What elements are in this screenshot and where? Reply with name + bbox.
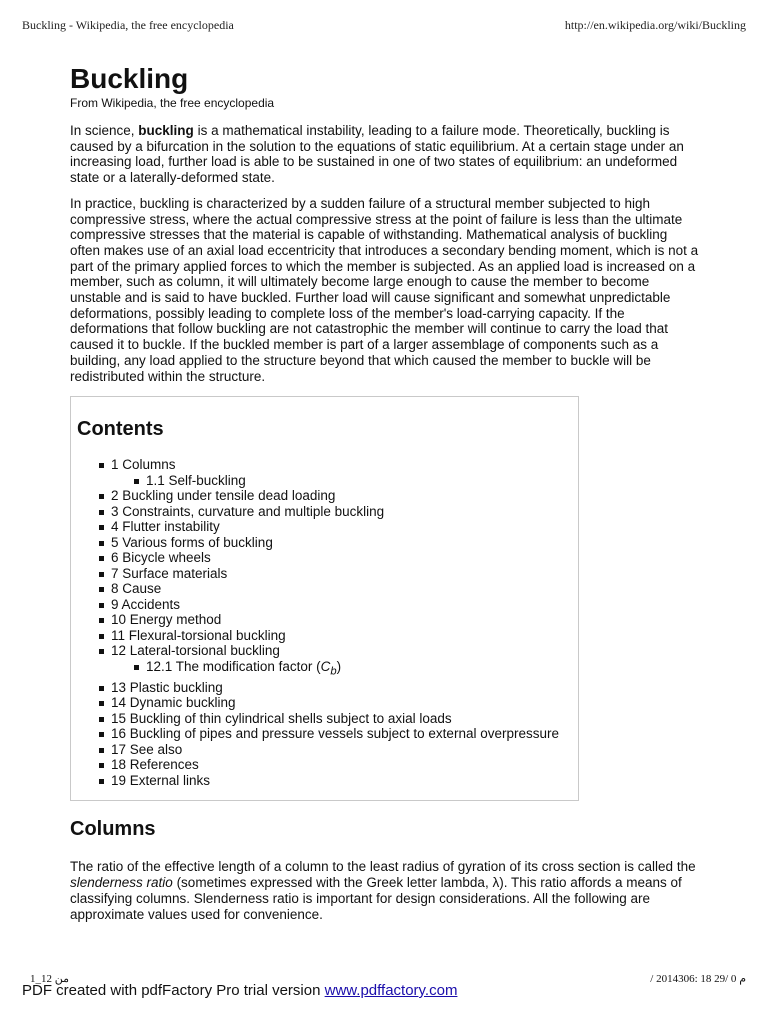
article-tagline: From Wikipedia, the free encyclopedia [70, 96, 275, 110]
columns-italic-term: slenderness ratio [70, 875, 173, 891]
table-of-contents [70, 396, 579, 801]
toc-item[interactable] [99, 581, 572, 597]
toc-item-label[interactable]: 12.1 The modification factor ( [146, 658, 321, 674]
toc-item-label[interactable]: 10 Energy method [111, 612, 222, 628]
toc-item-label[interactable]: 11 Flexural-torsional buckling [111, 627, 286, 643]
columns-paragraph [70, 859, 700, 922]
toc-item[interactable] [99, 643, 572, 659]
toc-item-label[interactable]: 12 Lateral-torsional buckling [111, 643, 280, 659]
toc-item[interactable] [99, 535, 572, 551]
toc-item[interactable] [99, 550, 572, 566]
toc-item-label[interactable]: 6 Bicycle wheels [111, 550, 211, 566]
toc-item[interactable] [99, 711, 572, 727]
toc-item-subscript: b [330, 665, 337, 678]
toc-item-label[interactable]: 15 Buckling of thin cylindrical shells subject to axial loads [111, 710, 452, 726]
toc-item[interactable] [99, 742, 572, 758]
toc-item-label[interactable]: 9 Accidents [111, 596, 181, 612]
toc-item[interactable] [99, 680, 572, 696]
toc-item-suffix: ) [336, 658, 342, 674]
print-header [22, 18, 746, 33]
toc-item-label[interactable]: 17 See also [111, 741, 183, 757]
toc-item-label[interactable]: 5 Various forms of buckling [111, 534, 273, 550]
toc-item-label[interactable]: 1 Columns [111, 457, 176, 473]
toc-item[interactable] [134, 473, 572, 489]
toc-item-label[interactable]: 13 Plastic buckling [111, 679, 223, 695]
toc-item-label[interactable]: 18 References [111, 757, 199, 773]
toc-item[interactable] [99, 597, 572, 613]
pdffactory-link[interactable]: www.pdffactory.com [324, 982, 458, 999]
toc-item-label[interactable]: 2 Buckling under tensile dead loading [111, 488, 336, 504]
toc-item-label[interactable]: 8 Cause [111, 581, 162, 597]
toc-item[interactable] [99, 726, 572, 742]
toc-item-label[interactable]: 7 Surface materials [111, 565, 228, 581]
toc-item[interactable] [99, 612, 572, 628]
toc-item[interactable] [99, 695, 572, 711]
intro-rest: is a mathematical instability, leading to a failure mode. Theoretically, buckling is caused by a bifurcation in the solution to the equations of static equilibrium. At a certain stage under an increasing load, further load is able to be sustained in one of two states of equilibrium: an undeformed state or a laterally-deformed state. [70, 123, 684, 186]
toc-item[interactable] [99, 773, 572, 789]
intro-bold-term: buckling [138, 123, 194, 138]
page-footer [22, 972, 746, 1012]
toc-item[interactable] [134, 659, 572, 680]
toc-item[interactable] [99, 504, 572, 520]
toc-list [77, 457, 572, 788]
pdf-notice [22, 982, 457, 999]
article-title: Buckling [70, 63, 189, 94]
columns-text-after: (sometimes expressed with the Greek letter lambda, λ). This ratio affords a means of classifying columns. Slenderness ratio is important for design considerations. All the following are approximate values used for convenience. [70, 875, 682, 922]
page-title: Buckling - Wikipedia, the free encyclopedia [22, 18, 234, 32]
toc-item-label[interactable]: 14 Dynamic buckling [111, 695, 236, 711]
article [70, 62, 700, 932]
toc-item-label[interactable]: 3 Constraints, curvature and multiple buckling [111, 503, 385, 519]
page-number: 1_12 من [30, 973, 70, 985]
toc-item-label[interactable]: 19 External links [111, 772, 211, 788]
page-url[interactable]: http://en.wikipedia.org/wiki/Buckling [564, 18, 746, 32]
toc-item[interactable] [99, 519, 572, 535]
columns-text-before: The ratio of the effective length of a column to the least radius of gyration of its cross section is called the [70, 859, 696, 875]
toc-item[interactable] [99, 628, 572, 644]
toc-item-label[interactable]: 4 Flutter instability [111, 519, 220, 535]
toc-item-italic: C [320, 658, 331, 674]
toc-item-label[interactable]: 1.1 Self-buckling [146, 472, 246, 488]
toc-item[interactable] [99, 457, 572, 473]
toc-item[interactable] [99, 757, 572, 773]
intro-prefix: In science, [70, 123, 139, 138]
print-date: / 2014306: 18 29/ 0 م [650, 973, 746, 985]
intro-paragraph [70, 123, 700, 186]
section-heading-columns: Columns [70, 818, 156, 841]
pdf-notice-text: PDF created with pdfFactory Pro trial version [22, 982, 325, 999]
toc-item[interactable] [99, 566, 572, 582]
practice-paragraph: In practice, buckling is characterized by a sudden failure of a structural member subjected to high compressive stress, where the actual compressive stress at the point of failure is less than the ultimate compressive stresses that the material is capable of withstanding. Mathematical analysis of buckling often makes use of an axial load eccentricity that introduces a secondary bending moment, which is not a part of the primary applied forces to which the member is subjected. As an applied load is increased on a member, such as column, it will ultimately become large enough to cause the member to become unstable and is said to have buckled. Further load will cause significant and somewhat unpredictable deformations, possibly leading to complete loss of the member's load-carrying capacity. If the deformations that follow buckling are not catastrophic the member will continue to carry the load that caused it to buckle. If the buckled member is part of a larger assemblage of components such as a building, any load applied to the structure beyond that which caused the member to buckle will be redistributed within the structure. [70, 195, 699, 384]
toc-item-label[interactable]: 16 Buckling of pipes and pressure vessels subject to external overpressure [111, 726, 559, 742]
toc-heading: Contents [77, 418, 164, 441]
toc-item[interactable] [99, 488, 572, 504]
